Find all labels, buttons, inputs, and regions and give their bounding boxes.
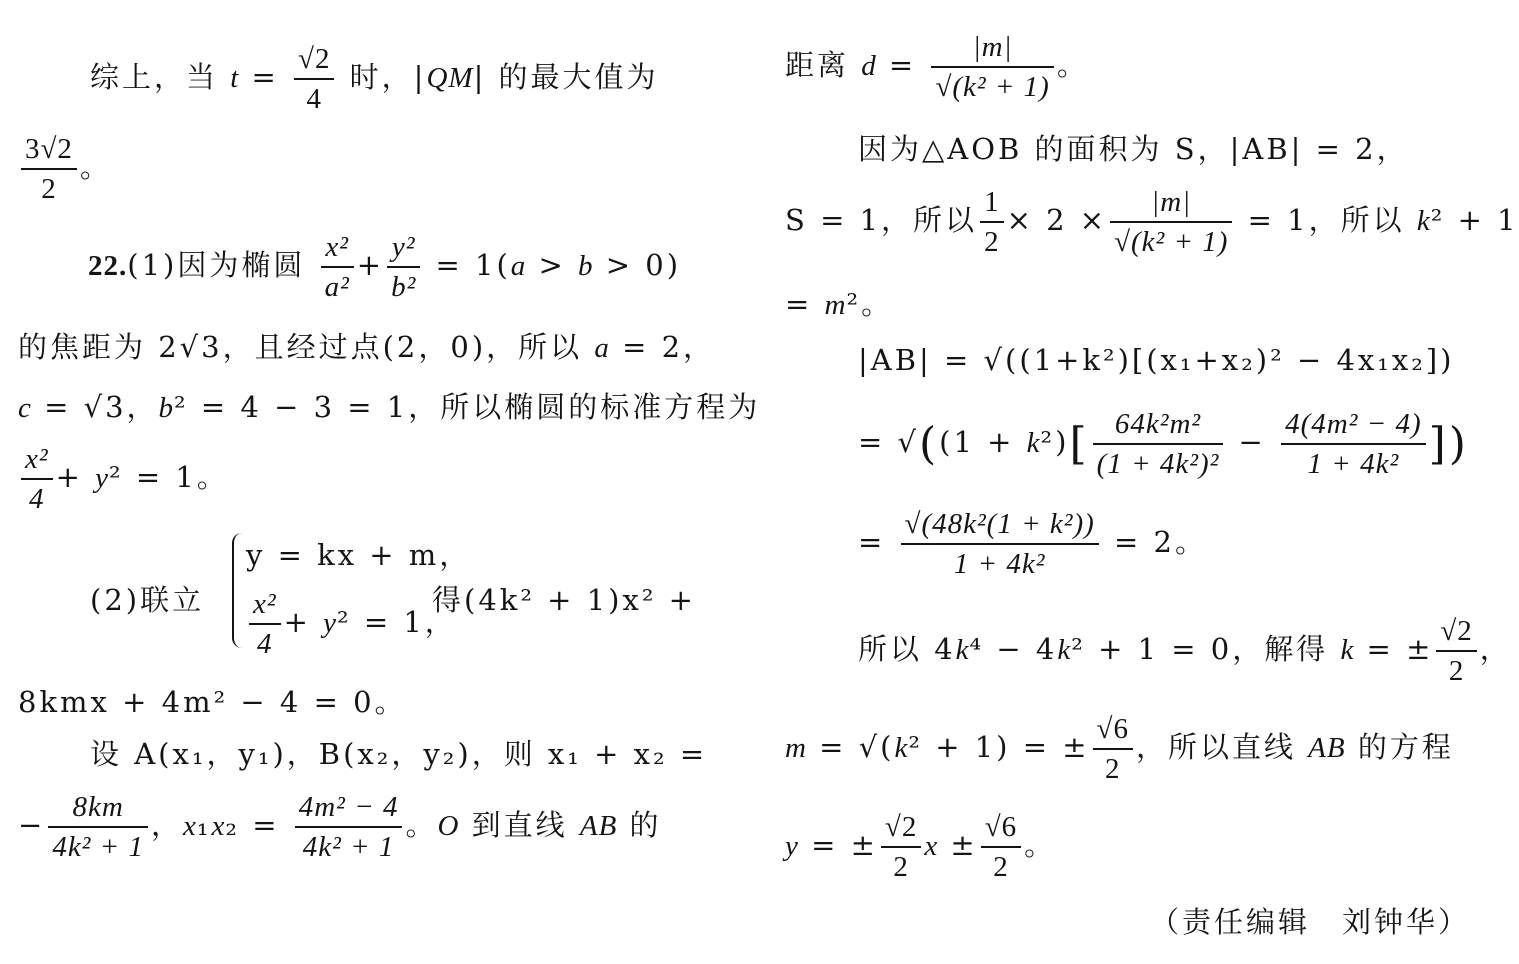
problem-22-label: 22.	[88, 250, 128, 282]
system-equation-2: $\frac{\text{x²}}{4}$ + y² = 1，	[246, 585, 457, 663]
part-2-line-4: − $\frac{8km}{\text{4k² + 1}}$ ，x₁x₂ = $\frac{\text{4m² − 4}}{\text{4k² + 1}}$ 。O 到直线 AB 的	[18, 788, 662, 866]
system-brace	[232, 533, 244, 648]
solution-line-3: y = ± $\frac{√2}{2}$ x ± $\frac{√6}{2}$ 。	[785, 808, 1056, 886]
problem-22-line-1: 22.(1)因为椭圆 $\frac{\text{x²}}{\text{a²}}$ + $\frac{\text{y²}}{\text{b²}}$ = 1(a > b > 0)	[88, 228, 681, 306]
solution-line-2: m = √(k² + 1) = ± $\frac{√6}{2}$ ，所以直线 AB 的方程	[785, 710, 1454, 788]
area-line-3: = m²。	[785, 287, 894, 321]
part-2-label: (2)联立	[90, 583, 205, 617]
part-2-line-2: 8kmx + 4m² − 4 = 0。	[18, 685, 407, 719]
ab-line-2: = √((1 + k²)[ $\frac{\text{64k²m²}}{\text{(1 + 4k²)²}}$ − $\frac{\text{4(4m² − 4)}}{\text{1 + 4k²}}$ ])	[858, 405, 1469, 483]
system-equation-1: y = kx + m，	[246, 538, 472, 572]
ab-line-1: |AB| = √((1+k²)[(x₁+x₂)² − 4x₁x₂])	[858, 343, 1455, 377]
part-2-line-3: 设 A(x₁，y₁)，B(x₂，y₂)，则 x₁ + x₂ =	[90, 737, 708, 771]
problem-22-line-3: c = √3，b² = 4 − 3 = 1，所以椭圆的标准方程为	[18, 390, 761, 424]
area-line-2: S = 1，所以 $\frac{1}{2}$ × 2 × $\frac{|m|}{\text{√(k² + 1)}}$ = 1，所以 k² + 1	[785, 183, 1519, 261]
conclusion-line-2: $\frac{3√2}{2}$ 。	[18, 130, 112, 208]
distance-line: 距离 d = $\frac{|m|}{\text{√(k² + 1)}}$ 。	[785, 28, 1089, 106]
conclusion-line-1: 综上，当 t = $\frac{√2}{4}$ 时，|QM| 的最大值为	[90, 40, 659, 118]
editor-credit: （责任编辑 刘钟华）	[1150, 905, 1471, 939]
ab-line-3: = $\frac{\text{√(48k²(1 + k²))}}{\text{1 + 4k²}}$ = 2。	[858, 505, 1207, 583]
problem-22-line-4: $\frac{\text{x²}}{4}$ + y² = 1。	[18, 440, 229, 518]
problem-22-line-2: 的焦距为 2√3，且经过点(2，0)，所以 a = 2，	[18, 330, 716, 364]
system-result: 得(4k² + 1)x² +	[432, 583, 696, 617]
solution-line-1: 所以 4k⁴ − 4k² + 1 = 0，解得 k = ± $\frac{√2}{2}$ ，	[858, 612, 1512, 690]
area-line-1: 因为△AOB 的面积为 S，|AB| = 2，	[858, 132, 1409, 166]
